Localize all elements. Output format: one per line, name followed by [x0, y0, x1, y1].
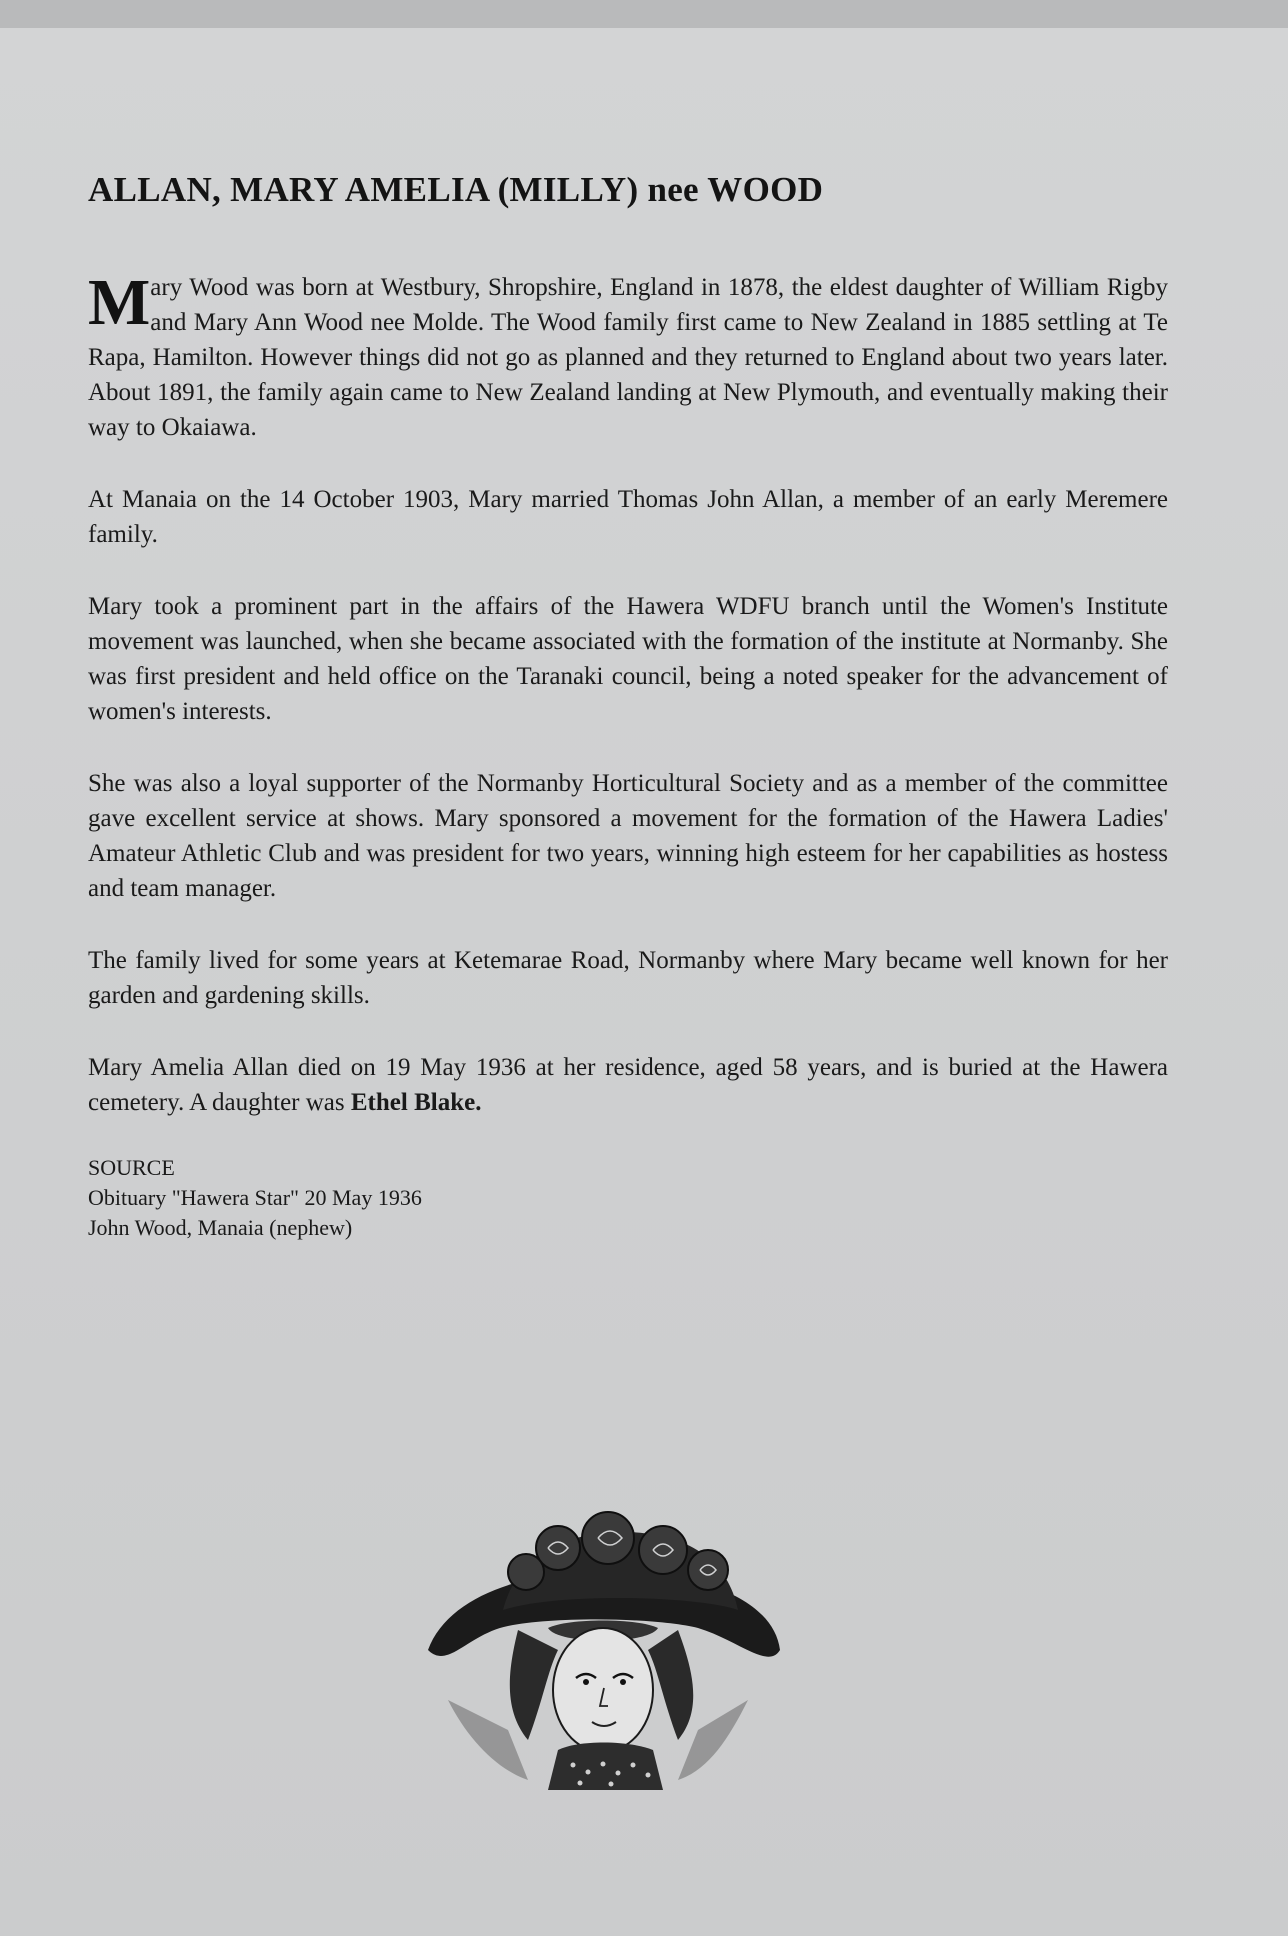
- page-top-edge: [0, 0, 1288, 28]
- source-heading: SOURCE: [88, 1155, 175, 1180]
- paragraph-institute: Mary took a prominent part in the affairs of the Hawera WDFU branch until the Women's Institute movement was launched, when she became associated with the formation of the institute at Normanby. She was first president and held office on the Taranaki council, being a noted speaker for the advancement of women's interests.: [88, 593, 1168, 725]
- article-title: ALLAN, MARY AMELIA (MILLY) nee WOOD: [88, 170, 824, 209]
- drop-cap: M: [88, 266, 151, 339]
- paragraph-family-home: The family lived for some years at Ketemarae Road, Normanby where Mary became well known for her garden and gardening skills.: [88, 947, 1168, 1009]
- woman-with-hat-illustration: [408, 1500, 788, 1800]
- paragraph-marriage: At Manaia on the 14 October 1903, Mary married Thomas John Allan, a member of an early Meremere family.: [88, 486, 1168, 548]
- daughter-name: Ethel Blake.: [350, 1089, 482, 1116]
- paragraph-horticulture: She was also a loyal supporter of the Normanby Horticultural Society and as a member of the committee gave excellent service at shows. Mary sponsored a movement for the formation of the Hawera Ladies' Amateur Athletic Club and was president for two years, winning high esteem for her capabilities as hostess and team manager.: [88, 770, 1168, 902]
- source-line-obituary: Obituary "Hawera Star" 20 May 1936: [88, 1185, 422, 1210]
- article-body: [88, 170, 1168, 1243]
- paragraph-death: [88, 1050, 1168, 1120]
- paragraph-birth: [88, 266, 1168, 445]
- paragraph-death-text: Mary Amelia Allan died on 19 May 1936 at her residence, aged 58 years, and is buried at the Hawera cemetery. A daughter was: [88, 1054, 1168, 1116]
- paragraph-birth-text: ary Wood was born at Westbury, Shropshire, England in 1878, the eldest daughter of William Rigby and Mary Ann Wood nee Molde. The Wood family first came to New Zealand in 1885 settling at Te Rapa, Hamilton. However things did not go as planned and they returned to England about two years later. About 1891, the family again came to New Zealand landing at New Plymouth, and eventually making their way to Okaiawa.: [88, 274, 1168, 441]
- source-block: [88, 1153, 1168, 1243]
- source-line-nephew: John Wood, Manaia (nephew): [88, 1215, 353, 1240]
